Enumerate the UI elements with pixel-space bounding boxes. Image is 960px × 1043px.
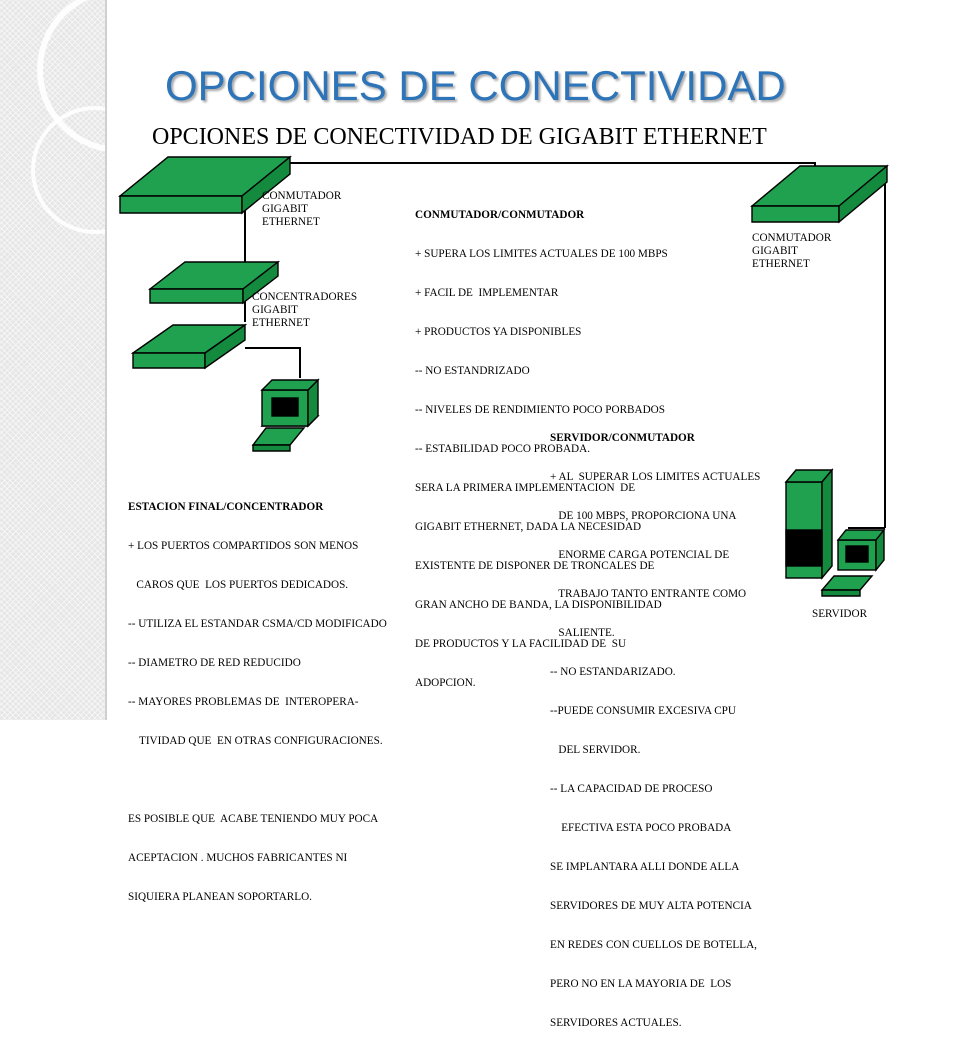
diagram-title: OPCIONES DE CONECTIVIDAD DE GIGABIT ETHERNET — [152, 124, 767, 150]
switch-switch-heading: CONMUTADOR/CONMUTADOR — [415, 209, 585, 221]
endstation-concentrator-heading: ESTACION FINAL/CONCENTRADOR — [128, 501, 324, 513]
switch-right-icon — [752, 166, 887, 222]
concentrator-bottom-icon — [133, 325, 245, 368]
concentrator-to-pc-link — [245, 348, 300, 378]
server-label: SERVIDOR — [812, 608, 868, 620]
server-switch-heading: SERVIDOR/CONMUTADOR — [550, 432, 695, 444]
endstation-concentrator-text: ESTACION FINAL/CONCENTRADOR + LOS PUERTOS COMPARTIDOS SON MENOS CAROS QUE LOS PUERTOS DEDICADOS. -- UTILIZA EL ESTANDAR CSMA/CD MODIFICADO -- DIAMETRO DE RED REDUCIDO -- MAYORES PROBLEMAS DE INTEROPERA- TIVIDAD QUE EN OTRAS CONFIGURACIONES. ES POSIBLE QUE ACABE TENIENDO MUY POCA ACEPTACION . MUCHOS FABRICANTES NI SIQUIERA PLANEAN SOPORTARLO. — [128, 501, 387, 903]
switch-left-label: CONMUTADOR GIGABIT ETHERNET — [262, 190, 342, 228]
server-switch-text: SERVIDOR/CONMUTADOR + AL SUPERAR LOS LIMITES ACTUALES DE 100 MBPS, PROPORCIONA UNA ENORME CARGA POTENCIAL DE TRABAJO TANTO ENTRANTE COMO SALIENTE. -- NO ESTANDARIZADO. --PUEDE CONSUMIR EXCESIVA CPU DEL SERVIDOR. -- LA CAPACIDAD DE PROCESO EFECTIVA ESTA POCO PROBADA SE IMPLANTARA ALLI DONDE ALLA SERVIDORES DE MUY ALTA POTENCIA EN REDES CON CUELLOS DE BOTELLA, PERO NO EN LA MAYORIA DE LOS SERVIDORES ACTUALES. — [550, 432, 761, 1029]
switch-switch-text: CONMUTADOR/CONMUTADOR + SUPERA LOS LIMITES ACTUALES DE 100 MBPS + FACIL DE IMPLEMENTAR + PRODUCTOS YA DISPONIBLES -- NO ESTANDRIZADO -- NIVELES DE RENDIMIENTO POCO PORBADOS -- ESTABILIDAD POCO PROBADA. SERA LA PRIMERA IMPLEMENTACION DE GIGABIT ETHERNET, DADA LA NECESIDAD EXISTENTE DE DISPONER DE TRONCALES DE GRAN ANCHO DE BANDA, LA DISPONIBILIDAD DE PRODUCTOS Y LA FACILIDAD DE SU ADOPCION. — [415, 209, 668, 689]
workstation-left-icon — [253, 380, 318, 451]
slide-title: OPCIONES DE CONECTIVIDAD — [165, 62, 786, 109]
server-tower-icon — [786, 470, 832, 578]
concentrators-label: CONCENTRADORES GIGABIT ETHERNET — [252, 291, 358, 329]
switch-right-label: CONMUTADOR GIGABIT ETHERNET — [752, 232, 832, 270]
